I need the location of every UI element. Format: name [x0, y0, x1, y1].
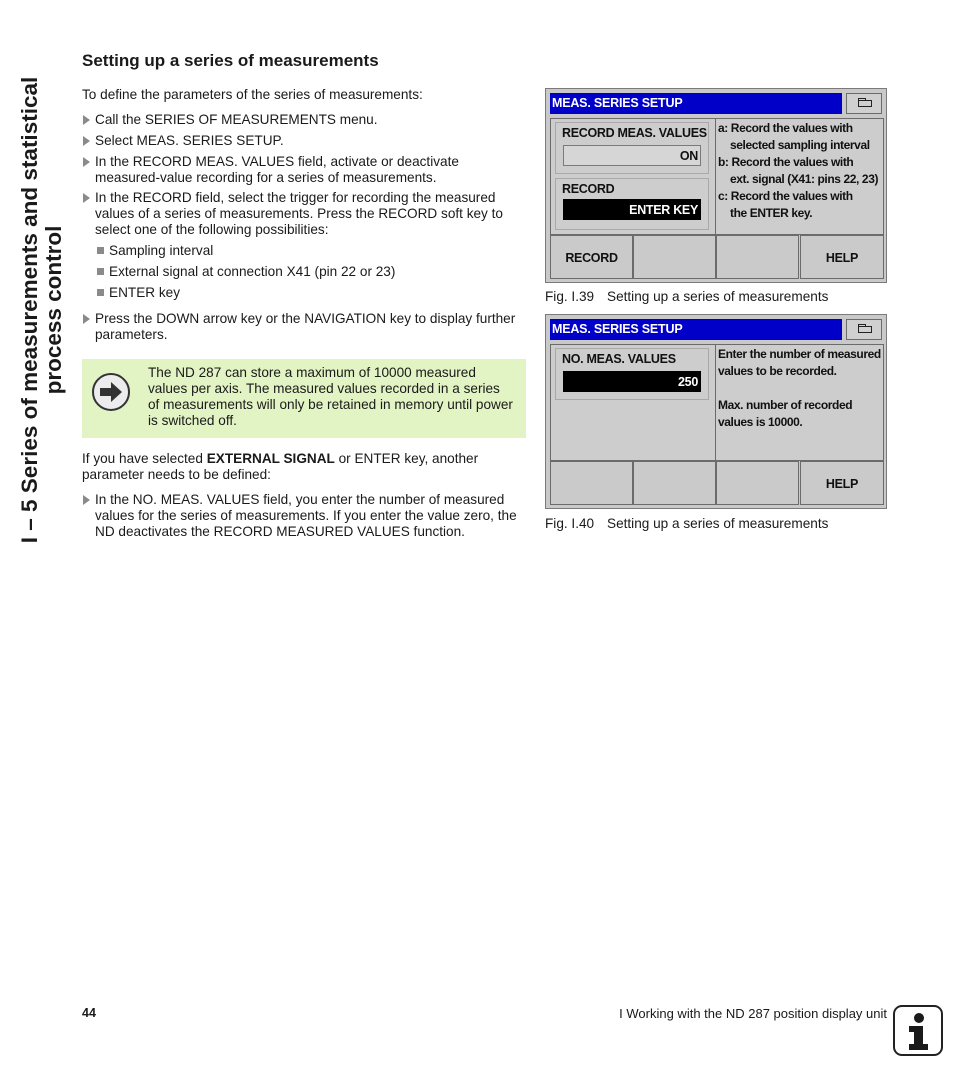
softkey-empty[interactable]: [633, 235, 716, 279]
screen-title: MEAS. SERIES SETUP: [550, 319, 842, 340]
softkey-empty[interactable]: [716, 235, 799, 279]
list-item: Sampling interval: [96, 243, 516, 259]
softkey-empty[interactable]: [550, 461, 633, 505]
softkey-record[interactable]: RECORD: [550, 235, 633, 279]
info-glyph-icon: [895, 1007, 941, 1054]
record-meas-values-field[interactable]: ON: [563, 145, 701, 166]
note-box: [82, 359, 526, 438]
note-text: The ND 287 can store a maximum of 10000 measured values per axis. The measured values recorded in a series of measurements will only be retained in memory until power is switched off.: [148, 365, 513, 428]
step-item: Call the SERIES OF MEASUREMENTS menu.: [82, 112, 526, 128]
info-icon: [893, 1005, 943, 1056]
softkey-row: [550, 235, 884, 279]
softkey-help[interactable]: HELP: [800, 461, 884, 505]
help-line: b: Record the values with: [718, 155, 854, 169]
side-title-line-2: process control: [41, 225, 66, 395]
step-item: In the RECORD MEAS. VALUES field, activate or deactivate measured-value recording for a series of measurements.: [82, 154, 526, 186]
softkey-row: [550, 461, 884, 505]
record-trigger-field[interactable]: ENTER KEY: [563, 199, 701, 220]
external-signal-paragraph: If you have selected EXTERNAL SIGNAL or ENTER key, another parameter needs to be defined:: [82, 451, 479, 482]
step-arrow-icon: [83, 157, 90, 167]
field-label: RECORD MEAS. VALUES: [562, 126, 707, 140]
figure-caption: Fig. I.39 Setting up a series of measurements: [545, 289, 829, 304]
no-meas-values-group: [555, 348, 709, 400]
field-label: RECORD: [562, 182, 615, 196]
help-line: values is 10000.: [718, 415, 803, 429]
step-item: Press the DOWN arrow key or the NAVIGATION key to display further parameters.: [82, 311, 526, 343]
help-line: [718, 380, 883, 397]
square-bullet-icon: [97, 247, 104, 254]
side-title-line-1: I – 5 Series of measurements and statistical: [17, 76, 42, 544]
help-line: selected sampling interval: [730, 138, 870, 152]
step-arrow-icon: [83, 314, 90, 324]
arrow-right-icon: [91, 372, 131, 412]
figure-caption: Fig. I.40 Setting up a series of measurements: [545, 516, 829, 531]
footer-chapter: I Working with the ND 287 position display unit: [619, 1006, 887, 1021]
list-item: External signal at connection X41 (pin 22 or 23): [96, 264, 516, 280]
square-bullet-icon: [97, 268, 104, 275]
record-meas-values-group: [555, 122, 709, 174]
field-label: NO. MEAS. VALUES: [562, 352, 676, 366]
form-area: [550, 118, 716, 235]
help-text-area: [716, 118, 884, 235]
help-line: Max. number of recorded: [718, 398, 853, 412]
directory-button[interactable]: [846, 319, 882, 340]
help-line: values to be recorded.: [718, 364, 837, 378]
intro-paragraph: To define the parameters of the series of measurements:: [82, 87, 423, 102]
page-number: 44: [82, 1006, 96, 1020]
step-arrow-icon: [83, 136, 90, 146]
screen-title: MEAS. SERIES SETUP: [550, 93, 842, 114]
step-arrow-icon: [83, 193, 90, 203]
device-screen-meas-series-setup-1: [545, 88, 887, 283]
side-chapter-title: [18, 40, 78, 580]
device-screen-meas-series-setup-2: [545, 314, 887, 509]
help-line: c: Record the values with: [718, 189, 853, 203]
step-arrow-icon: [83, 495, 90, 505]
section-title: Setting up a series of measurements: [82, 51, 379, 70]
folder-icon: [858, 100, 872, 107]
help-text-area: [716, 344, 884, 461]
directory-button[interactable]: [846, 93, 882, 114]
softkey-empty[interactable]: [716, 461, 799, 505]
form-area: [550, 344, 716, 461]
step-item: In the RECORD field, select the trigger for recording the measured values of a series of measurements. Press the RECORD soft key to select one of the following possibilities:: [82, 190, 526, 238]
list-item: ENTER key: [96, 285, 516, 301]
step-item: In the NO. MEAS. VALUES field, you enter the number of measured values for the series of measurements. If you enter the value zero, the ND deactivates the RECORD MEASURED VALUES function.: [82, 492, 526, 540]
folder-icon: [858, 326, 872, 333]
help-line: a: Record the values with: [718, 121, 853, 135]
record-trigger-group: [555, 178, 709, 230]
softkey-help[interactable]: HELP: [800, 235, 884, 279]
help-line: the ENTER key.: [730, 206, 813, 220]
step-item: Select MEAS. SERIES SETUP.: [82, 133, 526, 149]
help-line: ext. signal (X41: pins 22, 23): [730, 172, 879, 186]
square-bullet-icon: [97, 289, 104, 296]
step-arrow-icon: [83, 115, 90, 125]
help-line: Enter the number of measured: [718, 347, 881, 361]
softkey-empty[interactable]: [633, 461, 716, 505]
no-meas-values-field[interactable]: 250: [563, 371, 701, 392]
